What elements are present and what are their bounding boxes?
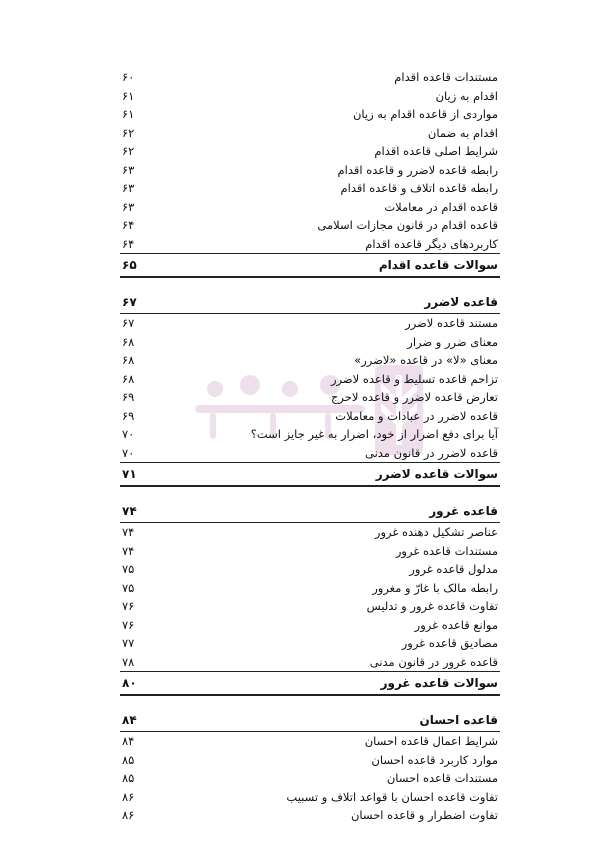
toc-entry: قاعده لاضرر در عبادات و معاملات ۶۹ (122, 408, 498, 423)
toc-entry: تزاحم قاعده تسلیط و قاعده لاضرر ۶۸ (122, 371, 498, 386)
toc-entry: کاربردهای دیگر قاعده اقدام ۶۴ (122, 236, 498, 251)
toc-entry: مصادیق قاعده غرور ۷۷ (122, 636, 498, 650)
toc-entry: تفاوت اضطرار و قاعده احسان ۸۶ (122, 808, 498, 822)
toc-questions-row: سوالات قاعده لاضرر ۷۱ (120, 462, 500, 485)
toc-entry: شرایط اعمال قاعده احسان ۸۴ (120, 731, 500, 751)
toc-entry: قاعده غرور در قانون مدنی ۷۸ (122, 654, 498, 669)
toc-questions-row: سوالات قاعده اقدام ۶۵ (120, 253, 500, 276)
toc-entry: قاعده اقدام در قانون مجازات اسلامی ۶۴ (122, 218, 498, 232)
toc-entry: رابطه مالک با غارّ و مغرور ۷۵ (122, 580, 498, 595)
section-divider (120, 694, 500, 709)
toc-entry: معنای «لا» در قاعده «لاضرر» ۶۸ (122, 353, 498, 367)
toc-entry: قاعده لاضرر در قانون مدنی ۷۰ (122, 445, 498, 460)
toc-entry: مدلول قاعده غرور ۷۵ (122, 562, 498, 576)
toc-entry: آیا برای دفع اضرار از خود، اضرار به غیر جایز است؟ ۷۰ (122, 427, 498, 441)
toc-questions-row: سوالات قاعده غرور ۸۰ (120, 671, 500, 694)
toc-entry: تعارض قاعده لاضرر و قاعده لاحرج ۶۹ (122, 390, 498, 404)
toc-entry: معنای ضرر و ضرار ۶۸ (122, 334, 498, 349)
toc-entry: تفاوت قاعده احسان با قواعد اتلاف و تسبیب ۸۶ (122, 789, 498, 804)
table-of-contents (120, 68, 500, 825)
toc-entry: موانع قاعده غرور ۷۶ (122, 617, 498, 632)
toc-entry: تفاوت قاعده غرور و تدلیس ۷۶ (122, 599, 498, 613)
toc-entry: اقدام به ضمان ۶۲ (122, 125, 498, 140)
toc-chapter-heading: قاعده احسان ۸۴ (122, 713, 498, 727)
toc-chapter-heading: قاعده لاضرر ۶۷ (122, 295, 498, 309)
section-divider (120, 276, 500, 291)
toc-entry: شرایط اصلی قاعده اقدام ۶۲ (122, 144, 498, 158)
toc-entry: مستندات قاعده احسان ۸۵ (122, 771, 498, 785)
toc-entry: عناصر تشکیل دهنده غرور ۷۴ (120, 522, 500, 542)
toc-entry: مستند قاعده لاضرر ۶۷ (120, 313, 500, 333)
toc-entry: مستندات قاعده اقدام ۶۰ (122, 70, 498, 84)
section-divider (120, 485, 500, 500)
toc-entry: رابطه قاعده لاضرر و قاعده اقدام ۶۳ (122, 162, 498, 177)
toc-entry: رابطه قاعده اتلاف و قاعده اقدام ۶۳ (122, 181, 498, 195)
toc-entry: قاعده اقدام در معاملات ۶۳ (122, 199, 498, 214)
toc-entry: مستندات قاعده غرور ۷۴ (122, 543, 498, 558)
toc-entry: موارد کاربرد قاعده احسان ۸۵ (122, 752, 498, 767)
toc-chapter-heading: قاعده غرور ۷۴ (122, 504, 498, 518)
toc-entry: مواردی از قاعده اقدام به زیان ۶۱ (122, 107, 498, 121)
toc-entry: اقدام به زیان ۶۱ (122, 88, 498, 103)
